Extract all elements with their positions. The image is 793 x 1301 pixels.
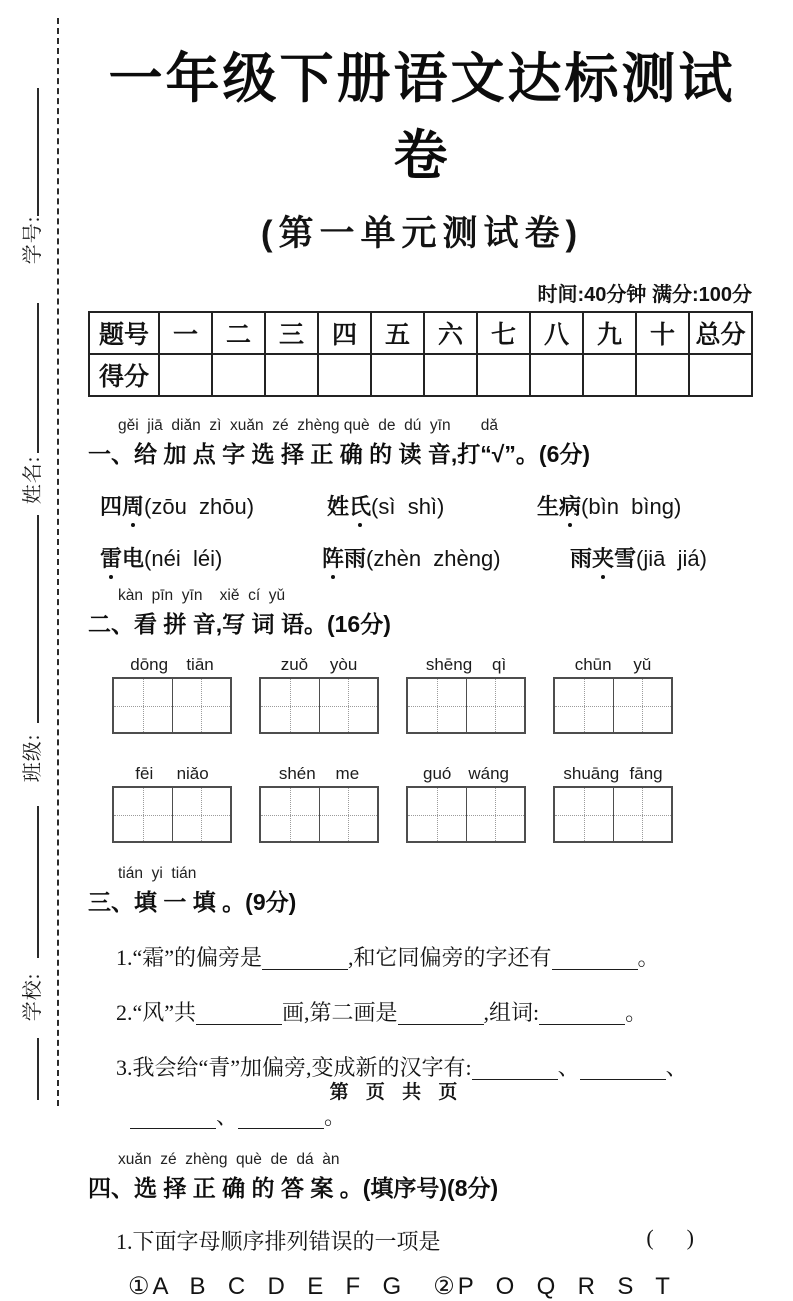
word-block: [259, 760, 379, 843]
question-2-title: 二、看 拼 音,写 词 语。(16分): [88, 611, 391, 637]
score-cell[interactable]: [371, 354, 424, 396]
dotted-character: 氏: [349, 494, 372, 519]
dotted-character: 阵: [322, 546, 345, 571]
margin-label-name: 姓名:: [22, 455, 44, 505]
item-number: 3.: [116, 1055, 133, 1080]
writing-grid[interactable]: [553, 786, 673, 843]
score-cell[interactable]: [265, 354, 318, 396]
item-number: 1.: [116, 945, 133, 970]
score-cell[interactable]: [689, 354, 752, 396]
pronunciation-item: [100, 542, 322, 573]
writing-grid[interactable]: [112, 677, 232, 734]
fill-in-item: [88, 941, 756, 972]
margin-blank-line[interactable]: [37, 806, 39, 958]
score-cell[interactable]: [530, 354, 583, 396]
question-4-title: 四、选 择 正 确 的 答 案 。(填序号)(8分): [88, 1175, 499, 1201]
item-separator: 、: [557, 1055, 580, 1080]
answer-choices[interactable]: (zhèn zhèng): [366, 546, 501, 571]
question-1-title: 一、给 加 点 字 选 择 正 确 的 读 音,打“√”。(6分): [88, 441, 591, 467]
grid-cell[interactable]: [172, 788, 231, 841]
score-cell[interactable]: [159, 354, 212, 396]
option-sequence: ①A B C D E F G ②P O Q R S T: [128, 1273, 673, 1300]
answer-choices[interactable]: (bìn bìng): [581, 494, 682, 519]
pinyin-guide: kàn pīn yīn xiě cí yǔ: [118, 587, 286, 604]
pinyin-syllable: guó: [422, 764, 452, 783]
grid-cell[interactable]: [408, 788, 466, 841]
dotted-character: 周: [122, 494, 145, 519]
grid-cell[interactable]: [261, 679, 319, 732]
grid-cell[interactable]: [319, 788, 378, 841]
pronunciation-item: [537, 490, 681, 521]
pinyin-label: [112, 760, 232, 784]
fill-blank[interactable]: [130, 1107, 216, 1129]
answer-choices[interactable]: (sì shì): [371, 494, 445, 519]
pinyin-syllable: shén: [278, 764, 316, 783]
fill-blank[interactable]: [398, 1003, 484, 1025]
grid-cell[interactable]: [613, 788, 672, 841]
choice-item-text: [116, 1225, 441, 1256]
pinyin-syllable: me: [335, 764, 360, 783]
grid-cell[interactable]: [466, 788, 525, 841]
word-block: [112, 651, 232, 734]
score-header-cell: 一: [159, 312, 212, 354]
pinyin-guide: xuǎn zé zhèng què de dá àn: [118, 1151, 340, 1168]
pinyin-syllable: yòu: [329, 655, 358, 674]
score-header-cell: 九: [583, 312, 636, 354]
score-row-label: 得分: [89, 354, 159, 396]
exam-meta: 时间:40分钟 满分:100分: [537, 284, 752, 306]
question-2-section: [88, 587, 756, 843]
pinyin-syllable: tiān: [186, 655, 214, 674]
item-characters: 四: [100, 494, 123, 519]
margin-label-class: 班级:: [22, 733, 44, 783]
item-text: “霜”的偏旁是: [132, 945, 263, 970]
writing-grid[interactable]: [112, 786, 232, 843]
score-header-cell: 三: [265, 312, 318, 354]
word-block: [406, 760, 526, 843]
pinyin-label: [259, 651, 379, 675]
answer-choices[interactable]: (jiā jiá): [636, 546, 707, 571]
writing-grid[interactable]: [259, 786, 379, 843]
writing-grid-row: [88, 651, 756, 734]
fill-blank[interactable]: [262, 948, 348, 970]
grid-cell[interactable]: [613, 679, 672, 732]
fill-blank[interactable]: [238, 1107, 324, 1129]
word-block: [406, 651, 526, 734]
pinyin-syllable: wáng: [468, 764, 509, 783]
pinyin-syllable: dōng: [130, 655, 169, 674]
fill-in-item-continued: [88, 1100, 756, 1131]
pinyin-label: [553, 651, 673, 675]
word-block: [553, 651, 673, 734]
pinyin-syllable: chūn: [574, 655, 612, 674]
grid-cell[interactable]: [114, 679, 172, 732]
writing-grid[interactable]: [259, 677, 379, 734]
item-characters: 姓: [327, 494, 350, 519]
pinyin-guide: tián yi tián: [118, 865, 197, 882]
grid-cell[interactable]: [466, 679, 525, 732]
item-text: 下面字母顺序排列错误的一项是: [132, 1229, 441, 1254]
item-characters: 雨: [344, 546, 367, 571]
score-header-cell: 题号: [89, 312, 159, 354]
question-4-section: [88, 1151, 756, 1301]
page-subtitle: (第一单元测试卷): [260, 214, 584, 253]
pinyin-guide: gěi jiā diǎn zì xuǎn zé zhèng què de dú yīn dǎ: [118, 417, 498, 434]
fill-blank[interactable]: [552, 948, 638, 970]
item-text: 。: [637, 945, 660, 970]
answer-paren[interactable]: ( ): [646, 1225, 694, 1250]
grid-cell[interactable]: [408, 679, 466, 732]
item-end: 。: [324, 1104, 347, 1129]
page-title: 一年级下册语文达标测试卷: [108, 49, 736, 186]
score-header-cell: 十: [636, 312, 689, 354]
writing-grid[interactable]: [406, 786, 526, 843]
pinyin-syllable: shuāng: [563, 764, 620, 783]
pinyin-syllable: yǔ: [633, 655, 652, 674]
question-1-section: [88, 417, 756, 573]
dotted-character: 病: [559, 494, 582, 519]
item-separator: 、: [216, 1104, 239, 1129]
page-footer: 第 页 共 页: [329, 1082, 464, 1103]
score-table-score-row: [89, 354, 752, 396]
pinyin-label: [259, 760, 379, 784]
margin-blank-line[interactable]: [37, 303, 39, 453]
pronunciation-row: [88, 542, 756, 573]
grid-cell[interactable]: [319, 679, 378, 732]
pinyin-syllable: fāng: [629, 764, 663, 783]
item-characters: 生: [537, 494, 560, 519]
answer-choices[interactable]: (néi léi): [144, 546, 223, 571]
item-number: 1.: [116, 1229, 133, 1254]
score-header-cell: 五: [371, 312, 424, 354]
item-text: “风”共: [132, 1000, 197, 1025]
answer-choices[interactable]: (zōu zhōu): [144, 494, 255, 519]
grid-cell[interactable]: [261, 788, 319, 841]
item-characters: 雨: [570, 546, 593, 571]
pronunciation-item: [322, 542, 570, 573]
item-text: 画,第二画是: [282, 1000, 398, 1025]
score-header-cell: 六: [424, 312, 477, 354]
pronunciation-row: [88, 490, 756, 521]
fill-in-item: [88, 996, 756, 1027]
pronunciation-item: [327, 490, 537, 521]
item-text: 我会给“青”加偏旁,变成新的汉字有:: [132, 1055, 472, 1080]
pronunciation-item: [100, 490, 327, 521]
score-cell[interactable]: [583, 354, 636, 396]
pinyin-label: [406, 651, 526, 675]
dashed-cut-line: [57, 18, 59, 1106]
margin-blank-line[interactable]: [37, 515, 39, 723]
pinyin-label: [112, 651, 232, 675]
pinyin-label: [406, 760, 526, 784]
main-content: [88, 0, 756, 1301]
item-separator: 、: [665, 1055, 688, 1080]
score-cell[interactable]: [318, 354, 371, 396]
score-header-cell: 七: [477, 312, 530, 354]
word-block: [553, 760, 673, 843]
margin-label-student-id: 学号:: [22, 215, 44, 265]
choice-item: [88, 1225, 756, 1256]
writing-grid[interactable]: [553, 677, 673, 734]
score-header-cell: 总分: [689, 312, 752, 354]
item-characters: 雪: [614, 546, 637, 571]
grid-cell[interactable]: [172, 679, 231, 732]
score-header-cell: 八: [530, 312, 583, 354]
score-cell[interactable]: [424, 354, 477, 396]
grid-cell[interactable]: [555, 788, 613, 841]
question-3-title: 三、填 一 填 。(9分): [88, 889, 297, 915]
item-text: ,组词:: [483, 1000, 540, 1025]
dotted-character: 夹: [592, 546, 615, 571]
pinyin-syllable: niǎo: [176, 764, 209, 783]
pinyin-syllable: zuǒ: [280, 655, 309, 674]
dotted-character: 雷: [100, 546, 123, 571]
score-table-header-row: [89, 312, 752, 354]
pinyin-label: [553, 760, 673, 784]
score-header-cell: 四: [318, 312, 371, 354]
item-text: 。: [625, 1000, 648, 1025]
fill-blank[interactable]: [196, 1003, 282, 1025]
score-table: [88, 311, 753, 397]
pinyin-syllable: qì: [491, 655, 507, 674]
pinyin-syllable: shēng: [425, 655, 473, 674]
item-characters: 电: [122, 546, 145, 571]
pronunciation-item: [570, 542, 707, 573]
grid-cell[interactable]: [114, 788, 172, 841]
word-block: [112, 760, 232, 843]
score-cell[interactable]: [477, 354, 530, 396]
pinyin-syllable: fēi: [135, 764, 154, 783]
score-cell[interactable]: [636, 354, 689, 396]
score-header-cell: 二: [212, 312, 265, 354]
item-text: ,和它同偏旁的字还有: [348, 945, 552, 970]
writing-grid[interactable]: [406, 677, 526, 734]
grid-cell[interactable]: [555, 679, 613, 732]
fill-blank[interactable]: [539, 1003, 625, 1025]
score-cell[interactable]: [212, 354, 265, 396]
writing-grid-row: [88, 760, 756, 843]
item-number: 2.: [116, 1000, 133, 1025]
margin-label-school: 学校:: [22, 972, 44, 1022]
word-block: [259, 651, 379, 734]
